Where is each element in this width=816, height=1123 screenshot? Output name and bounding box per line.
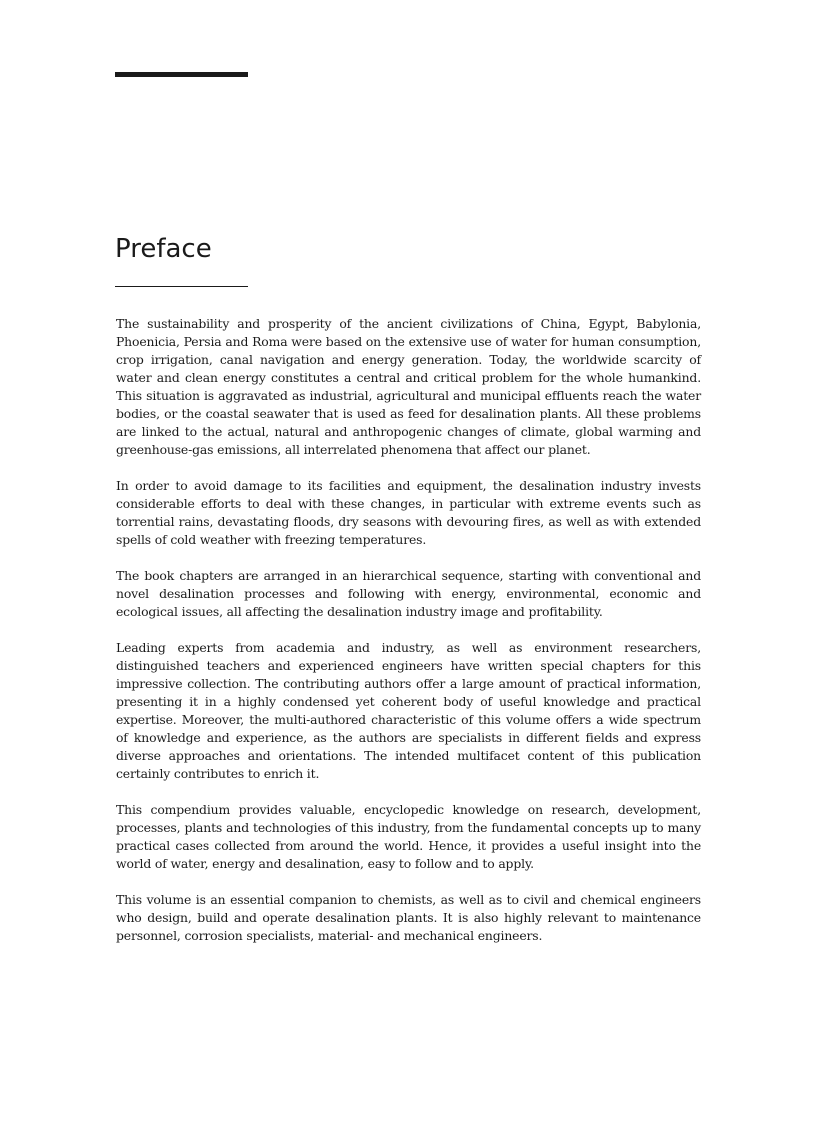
paragraph: This compendium provides valuable, encyclopedic knowledge on research, development, processes, plants and technologies of this industry, from the fundamental concepts up to many practical cases collected from around the world. Hence, it provides a useful insight into the world of water, energy and desalination, easy to follow and to apply. xyxy=(116,802,701,871)
top-decorative-rule xyxy=(115,72,248,77)
paragraph: The book chapters are arranged in an hierarchical sequence, starting with conventional and novel desalination processes and following with energy, environmental, economic and ecological issues, all affecting the desalination industry image and profitability. xyxy=(116,568,701,619)
paragraph: This volume is an essential companion to chemists, as well as to civil and chemical engineers who design, build and operate desalination plants. It is also highly relevant to maintenance personnel, corrosion specialists, material- and mechanical engineers. xyxy=(116,892,701,943)
title-underline-rule xyxy=(115,286,248,287)
page-title: Preface xyxy=(115,234,212,264)
paragraph: Leading experts from academia and industry, as well as environment researchers, distinguished teachers and experienced engineers have written special chapters for this impressive collection. The contributing authors offer a large amount of practical information, presenting it in a highly condensed yet coherent body of useful knowledge and practical expertise. Moreover, the multi-authored characteristic of this volume offers a wide spectrum of knowledge and experience, as the authors are specialists in different fields and express diverse approaches and orientations. The intended multifacet content of this publication certainly contributes to enrich it. xyxy=(116,640,701,781)
body-text xyxy=(116,315,701,963)
paragraph: The sustainability and prosperity of the ancient civilizations of China, Egypt, Babylonia, Phoenicia, Persia and Roma were based on the extensive use of water for human consumption, crop irrigation, canal navigation and energy generation. Today, the worldwide scarcity of water and clean energy constitutes a central and critical problem for the whole humankind. This situation is aggravated as industrial, agricultural and municipal effluents reach the water bodies, or the coastal seawater that is used as feed for desalination plants. All these problems are linked to the actual, natural and anthropogenic changes of climate, global warming and greenhouse-gas emissions, all interrelated phenomena that affect our planet. xyxy=(116,316,701,457)
paragraph: In order to avoid damage to its facilities and equipment, the desalination industry invests considerable efforts to deal with these changes, in particular with extreme events such as torrential rains, devastating floods, dry seasons with devouring fires, as well as with extended spells of cold weather with freezing temperatures. xyxy=(116,478,701,547)
